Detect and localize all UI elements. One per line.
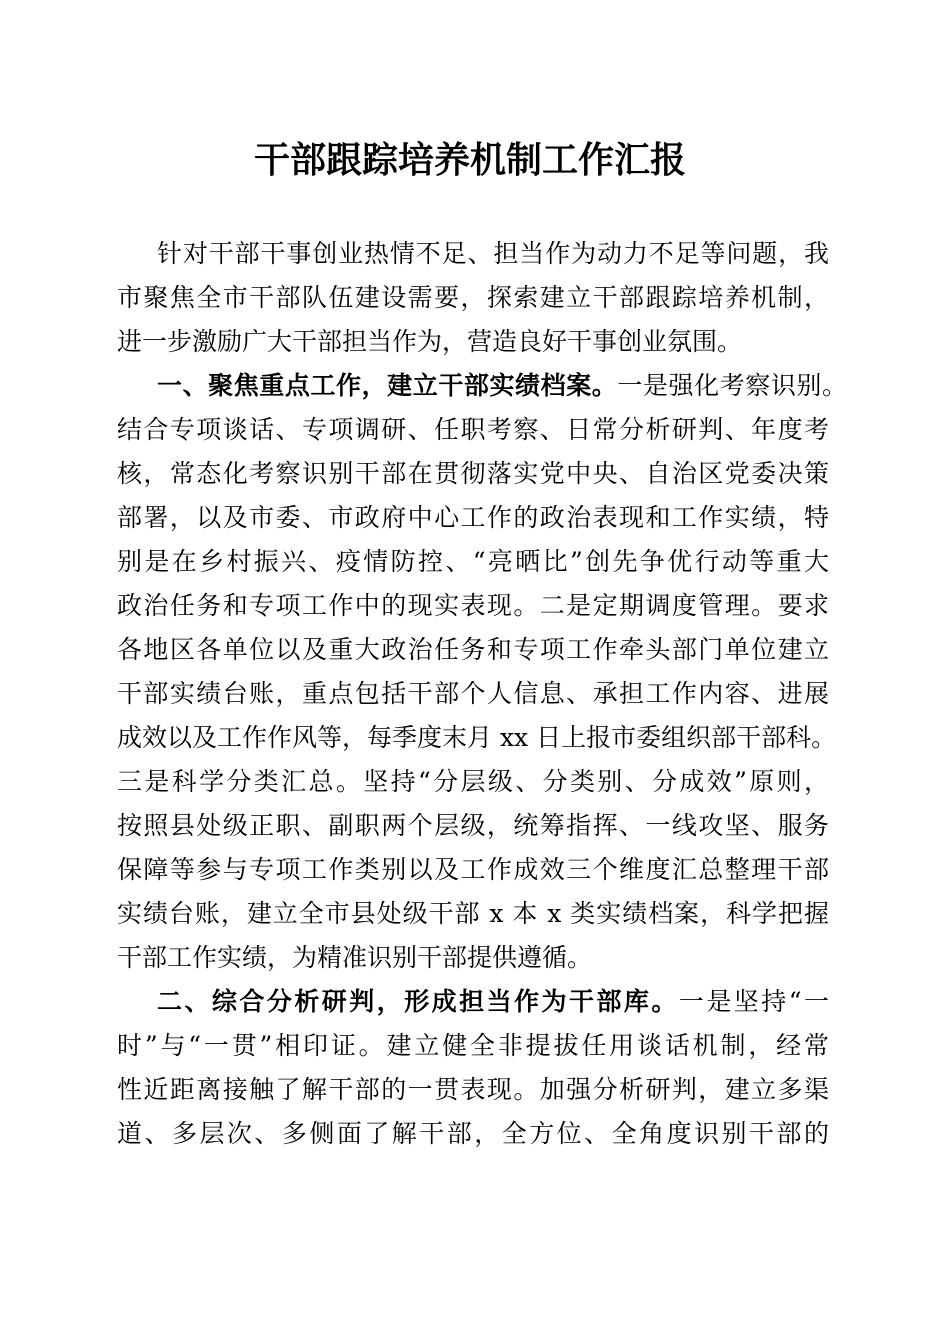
body-line: 道、多层次、多侧面了解干部，全方位、全角度识别干部的 (117, 1119, 829, 1148)
body-line: 市聚焦全市干部队伍建设需要，探索建立干部跟踪培养机制， (117, 283, 829, 312)
body-line: 成效以及工作作风等，每季度末月 xx 日上报市委组织部干部科。 (117, 723, 837, 752)
body-line: 进一步激励广大干部担当作为，营造良好干事创业氛围。 (117, 327, 743, 356)
section-two-lead: 一是坚持“一 (678, 987, 829, 1016)
body-line: 部署，以及市委、市政府中心工作的政治表现和工作实绩，特 (117, 503, 829, 532)
section-two-heading: 二、综合分析研判，形成担当作为干部库。 (157, 987, 679, 1016)
body-line: 干部实绩台账，重点包括干部个人信息、承担工作内容、进展 (117, 679, 829, 708)
body-line: 性近距离接触了解干部的一贯表现。加强分析研判，建立多渠 (117, 1075, 829, 1104)
body-line: 按照县处级正职、副职两个层级，统筹指挥、一线攻坚、服务 (117, 811, 829, 840)
body-line: 结合专项谈话、专项调研、任职考察、日常分析研判、年度考 (117, 415, 829, 444)
body-line: 别是在乡村振兴、疫情防控、“亮晒比”创先争优行动等重大 (117, 547, 829, 576)
body-line: 实绩台账，建立全市县处级干部 x 本 x 类实绩档案，科学把握 (117, 899, 829, 928)
section-one-line (157, 364, 847, 408)
body-line: 三是科学分类汇总。坚持“分层级、分类别、分成效”原则， (117, 767, 829, 796)
section-two-line (157, 980, 829, 1024)
body-line: 保障等参与专项工作类别以及工作成效三个维度汇总整理干部 (117, 855, 829, 884)
section-one-heading: 一、聚焦重点工作，建立干部实绩档案。 (157, 371, 618, 400)
body-line: 核，常态化考察识别干部在贯彻落实党中央、自治区党委决策 (117, 459, 829, 488)
body-line: 时”与“一贯”相印证。建立健全非提拔任用谈话机制，经常 (117, 1031, 829, 1060)
section-one-lead: 一是强化考察识别。 (617, 371, 847, 400)
body-line: 各地区各单位以及重大政治任务和专项工作牵头部门单位建立 (117, 635, 829, 664)
document-title: 干部跟踪培养机制工作汇报 (253, 139, 686, 181)
body-line: 针对干部干事创业热情不足、担当作为动力不足等问题，我 (157, 239, 829, 268)
body-line: 政治任务和专项工作中的现实表现。二是定期调度管理。要求 (117, 591, 829, 620)
body-line: 干部工作实绩，为精准识别干部提供遵循。 (117, 943, 593, 972)
